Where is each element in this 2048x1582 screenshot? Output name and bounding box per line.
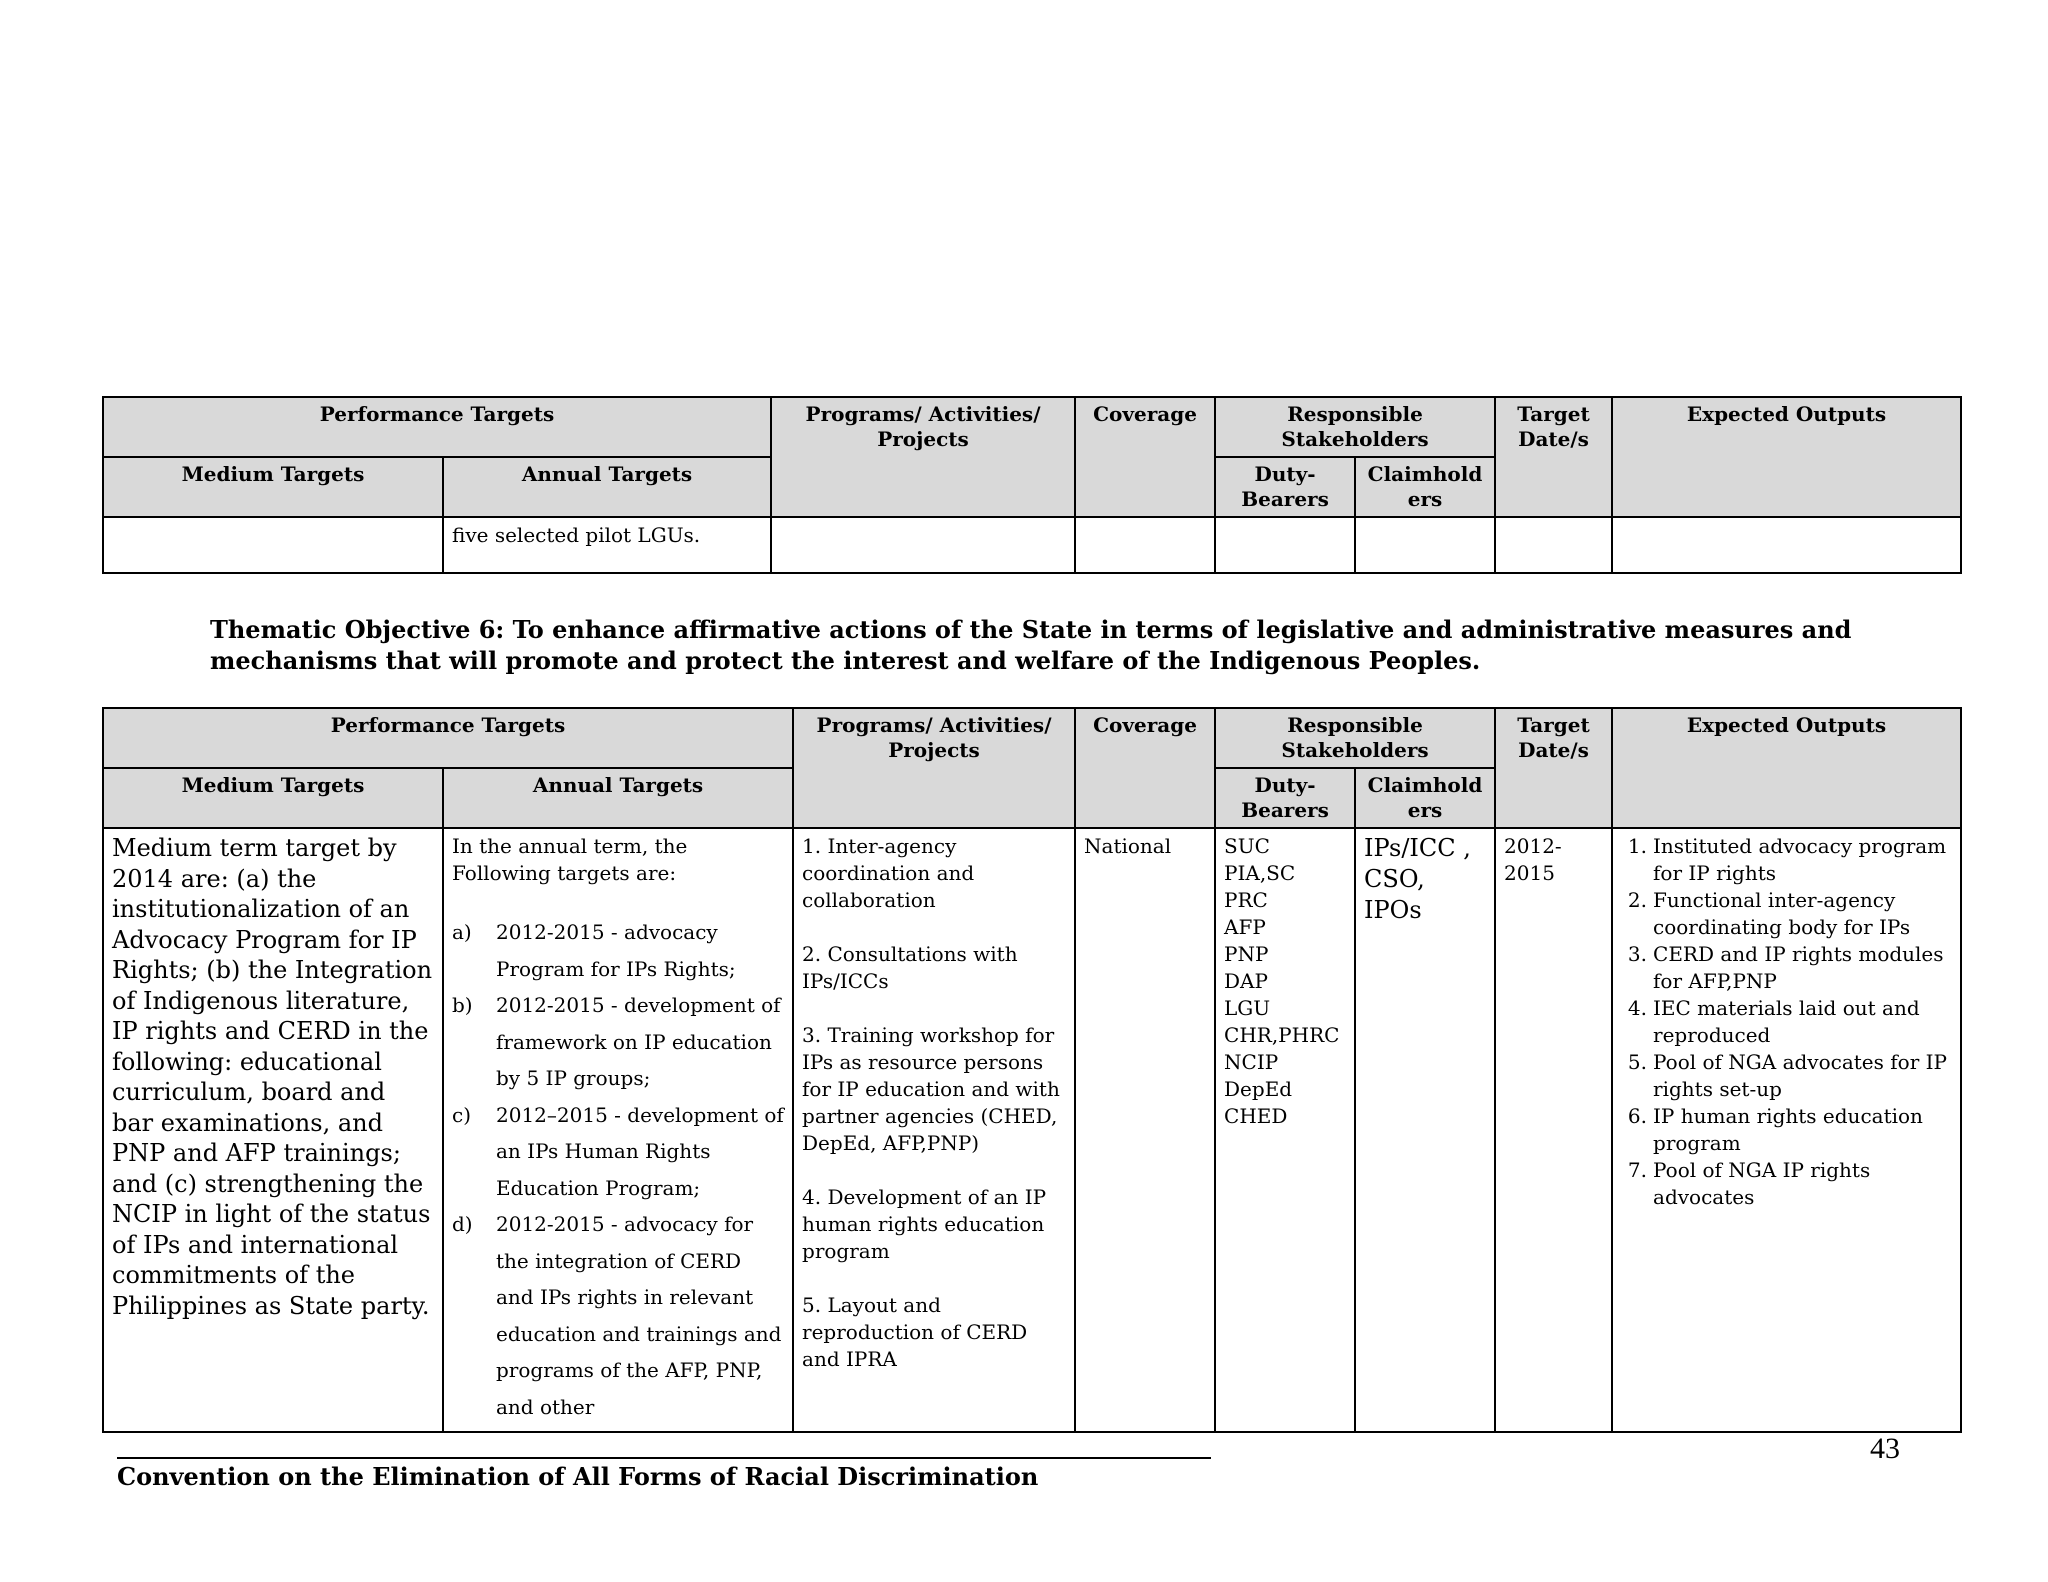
duty-bearers-cell (1215, 517, 1355, 573)
target-date-cell: 2012-2015 (1495, 828, 1612, 1432)
duty-bearer: LGU (1224, 996, 1271, 1020)
footer-title: Convention on the Elimination of All Forms of Racial Discrimination (117, 1462, 1039, 1491)
header-coverage: Coverage (1075, 708, 1215, 828)
header-performance-targets: Performance Targets (103, 708, 793, 768)
annual-targets-intro: In the annual term, the Following targets are: (452, 834, 688, 885)
expected-output-item: 2. Functional inter-agency coordinating body for IPs (1627, 888, 1911, 939)
duty-bearer: CHR,PHRC (1224, 1023, 1340, 1047)
medium-targets-text: Medium term target by 2014 are: (a) the institutionalization of an Advocacy Program for IP Rights; (b) the Integration of Indigenous literature, IP rights and CERD in the following: educational curriculum, board and bar examinations, and PNP and AFP trainings; and (c) strengthening the NCIP in light of the status of IPs and international commitments of the Philippines as State party. (112, 834, 433, 1320)
claimholders-text: IPs/ICC , CSO, IPOs (1364, 834, 1471, 924)
page-number: 43 (1870, 1432, 1900, 1465)
medium-targets-cell (103, 517, 443, 573)
header-duty-bearers: Duty- Bearers (1215, 457, 1355, 517)
duty-bearer: AFP (1224, 915, 1266, 939)
expected-outputs-cell (1612, 828, 1961, 1432)
expected-output-item: 5. Pool of NGA advocates for IP rights set-up (1627, 1050, 1947, 1101)
thematic-objective-heading: Thematic Objective 6: To enhance affirmative actions of the State in terms of legislative and administrative measures and mechanisms that will promote and protect the interest and welfare of the Indigenous Peoples. (210, 615, 1852, 675)
programs-cell (771, 517, 1075, 573)
header-claimholders: Claimhold ers (1355, 457, 1495, 517)
annual-targets-cell: five selected pilot LGUs. (443, 517, 771, 573)
coverage-cell: National (1075, 828, 1215, 1432)
header-responsible-stakeholders: Responsible Stakeholders (1215, 397, 1495, 457)
header-target-dates: Target Date/s (1495, 708, 1612, 828)
expected-output-item: 3. CERD and IP rights modules for AFP,PNP (1627, 942, 1944, 993)
duty-bearer: NCIP (1224, 1050, 1279, 1074)
duty-bearer: CHED (1224, 1104, 1288, 1128)
duty-bearer: DAP (1224, 969, 1268, 993)
continuation-table (102, 396, 1962, 574)
annual-target-item: a) 2012-2015 - advocacy Program for IPs Rights; (452, 920, 736, 981)
duty-bearer: PRC (1224, 888, 1268, 912)
program-item: 3. Training workshop for IPs as resource persons for IP education and with partner agencies (CHED, DepEd, AFP,PNP) (802, 1023, 1060, 1155)
table-row (103, 828, 1961, 1432)
target-date-cell (1495, 517, 1612, 573)
header-programs: Programs/ Activities/ Projects (793, 708, 1075, 828)
duty-bearer: PIA,SC (1224, 861, 1296, 885)
programs-cell (793, 828, 1075, 1432)
program-item: 1. Inter-agency coordination and collaboration (802, 834, 975, 912)
annual-target-item: c) 2012–2015 - development of an IPs Human Rights Education Program; (452, 1102, 784, 1200)
duty-bearer: DepEd (1224, 1077, 1293, 1101)
expected-output-item: 6. IP human rights education program (1627, 1104, 1923, 1155)
header-duty-bearers: Duty- Bearers (1215, 768, 1355, 828)
header-target-dates: Target Date/s (1495, 397, 1612, 517)
header-expected-outputs: Expected Outputs (1612, 397, 1961, 517)
duty-bearers-cell (1215, 828, 1355, 1432)
annual-target-item: b) 2012-2015 - development of framework on IP education by 5 IP groups; (452, 993, 781, 1090)
header-medium-targets: Medium Targets (103, 768, 443, 828)
claimholders-cell (1355, 828, 1495, 1432)
header-programs: Programs/ Activities/ Projects (771, 397, 1075, 517)
program-item: 4. Development of an IP human rights education program (802, 1185, 1047, 1263)
expected-outputs-cell (1612, 517, 1961, 573)
header-annual-targets: Annual Targets (443, 768, 793, 828)
objective-6-table (102, 707, 1962, 1433)
expected-output-item: 1. Instituted advocacy program for IP rights (1627, 834, 1947, 885)
duty-bearer: PNP (1224, 942, 1269, 966)
claimholders-cell (1355, 517, 1495, 573)
header-responsible-stakeholders: Responsible Stakeholders (1215, 708, 1495, 768)
medium-targets-cell (103, 828, 443, 1432)
annual-targets-cell (443, 828, 793, 1432)
footer-divider (117, 1457, 1211, 1459)
header-coverage: Coverage (1075, 397, 1215, 517)
annual-target-item: d) 2012-2015 - advocacy for the integration of CERD and IPs rights in relevant education and trainings and programs of the AFP, PNP, and other (452, 1212, 782, 1419)
header-medium-targets: Medium Targets (103, 457, 443, 517)
coverage-cell (1075, 517, 1215, 573)
table-row (103, 517, 1961, 573)
duty-bearer: SUC (1224, 834, 1270, 858)
program-item: 5. Layout and reproduction of CERD and IPRA (802, 1293, 1028, 1371)
expected-output-item: 7. Pool of NGA IP rights advocates (1627, 1158, 1871, 1209)
header-claimholders: Claimhold ers (1355, 768, 1495, 828)
program-item: 2. Consultations with IPs/ICCs (802, 942, 1018, 993)
header-expected-outputs: Expected Outputs (1612, 708, 1961, 828)
header-annual-targets: Annual Targets (443, 457, 771, 517)
expected-output-item: 4. IEC materials laid out and reproduced (1627, 996, 1920, 1047)
header-performance-targets: Performance Targets (103, 397, 771, 457)
